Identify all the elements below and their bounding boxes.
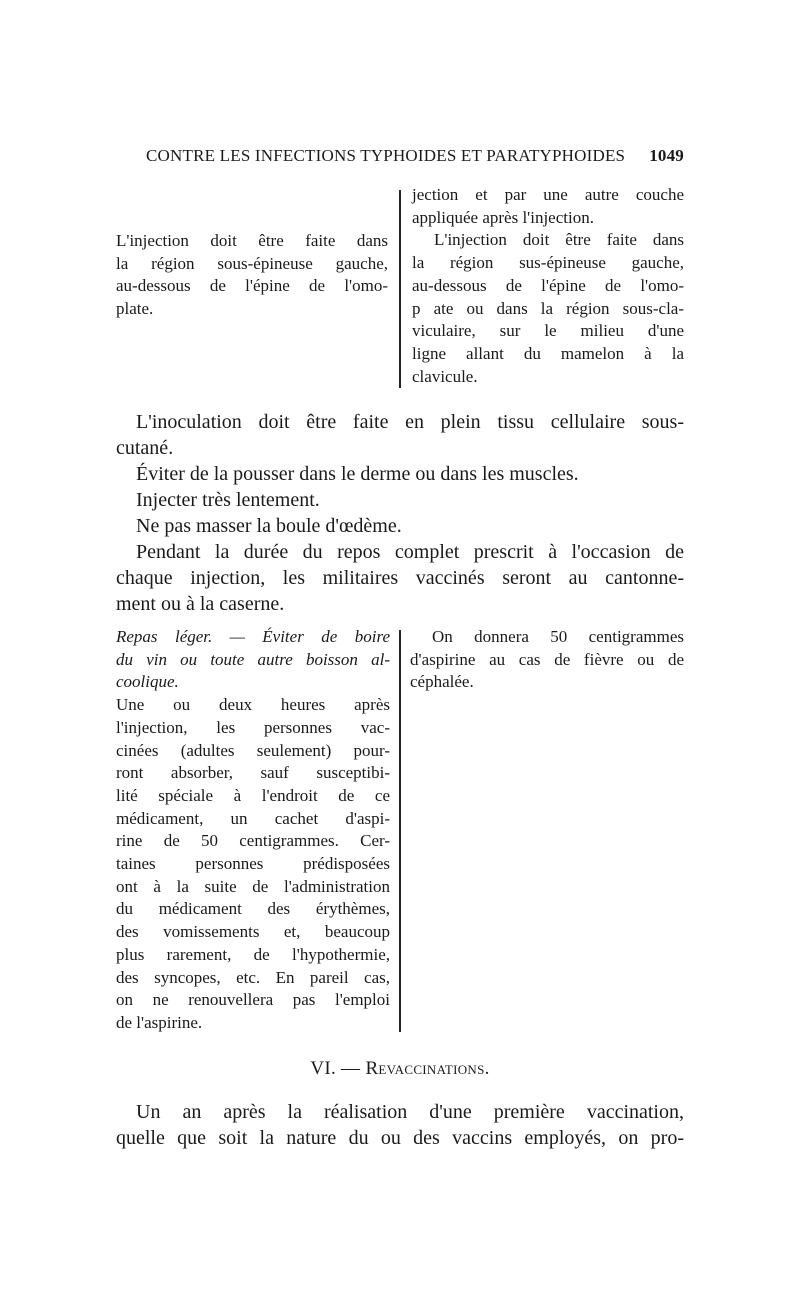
section-number: VI. — bbox=[310, 1058, 361, 1079]
section-title: Revaccinations. bbox=[365, 1058, 490, 1079]
text-line: plus rarement, de l'hypothermie, bbox=[116, 944, 390, 964]
text-line: cinées (adultes seulement) pour- bbox=[116, 740, 390, 760]
text-line: coolique. bbox=[116, 672, 179, 692]
text-line: au-dessous de l'épine de l'omo- bbox=[116, 276, 388, 296]
text-line: on ne renouvellera pas l'emploi bbox=[116, 990, 390, 1010]
column-divider-bottom bbox=[399, 630, 401, 1032]
bottom-left-column bbox=[116, 626, 390, 1035]
bottom-right-column bbox=[410, 626, 684, 694]
text-line: ment ou à la caserne. bbox=[116, 593, 285, 615]
text-line: l'injection, les personnes vac- bbox=[116, 717, 390, 737]
text-line: de l'aspirine. bbox=[116, 1012, 203, 1032]
text-line: Une ou deux heures après bbox=[116, 695, 390, 715]
text-line: taines personnes prédisposées bbox=[116, 854, 390, 874]
text-line: chaque injection, les militaires vaccinés seront au cantonne- bbox=[116, 567, 684, 589]
text-line: quelle que soit la nature du ou des vaccins employés, on pro- bbox=[116, 1127, 684, 1149]
text-line: L'inoculation doit être faite en plein tissu cellulaire sous- bbox=[136, 411, 684, 433]
text-line: Un an après la réalisation d'une première vaccination, bbox=[136, 1101, 684, 1123]
text-line: ront absorber, sauf susceptibi- bbox=[116, 763, 390, 783]
text-line: Injecter très lentement. bbox=[136, 489, 320, 511]
text-line: Pendant la durée du repos complet prescrit à l'occasion de bbox=[136, 541, 684, 563]
text-line: plate. bbox=[116, 299, 154, 319]
text-line: clavicule. bbox=[412, 366, 478, 386]
text-line: On donnera 50 centigrammes bbox=[432, 627, 684, 646]
text-line: jection et par une autre couche bbox=[412, 185, 684, 204]
text-line: Ne pas masser la boule d'œdème. bbox=[136, 515, 402, 537]
text-line: des vomissements et, beaucoup bbox=[116, 922, 390, 942]
text-line: du médicament des érythèmes, bbox=[116, 899, 390, 919]
text-line: du vin ou toute autre boisson al- bbox=[116, 649, 390, 669]
text-line: médicament, un cachet d'aspi- bbox=[116, 808, 390, 828]
text-line: la région sus-épineuse gauche, bbox=[412, 253, 684, 273]
text-line: L'injection doit être faite dans bbox=[434, 230, 684, 250]
text-line: des syncopes, etc. En pareil cas, bbox=[116, 967, 390, 987]
text-line: L'injection doit être faite dans bbox=[116, 231, 388, 250]
text-line: lité spéciale à l'endroit de ce bbox=[116, 785, 390, 805]
text-line: p ate ou dans la région sous-cla- bbox=[412, 298, 684, 318]
final-paragraph bbox=[116, 1099, 684, 1151]
text-line: au-dessous de l'épine de l'omo- bbox=[412, 275, 684, 295]
text-line: ont à la suite de l'administration bbox=[116, 876, 390, 896]
text-line: viculaire, sur le milieu d'une bbox=[412, 321, 684, 341]
column-divider-top bbox=[399, 190, 401, 388]
top-left-column bbox=[116, 230, 388, 321]
section-heading bbox=[116, 1058, 684, 1080]
running-head-title: CONTRE LES INFECTIONS TYPHOIDES ET PARATYPHOIDES bbox=[146, 146, 626, 165]
top-right-column bbox=[412, 184, 684, 388]
page-number: 1049 bbox=[649, 146, 684, 165]
text-line: d'aspirine au cas de fièvre ou de bbox=[410, 649, 684, 669]
text-line: Éviter de la pousser dans le derme ou dans les muscles. bbox=[136, 463, 579, 485]
text-line: rine de 50 centigrammes. Cer- bbox=[116, 831, 390, 851]
text-line: ligne allant du mamelon à la bbox=[412, 343, 684, 363]
text-line: céphalée. bbox=[410, 672, 474, 692]
text-line: cutané. bbox=[116, 437, 174, 459]
text-line: la région sous-épineuse gauche, bbox=[116, 253, 388, 273]
text-line: Repas léger. — Éviter de boire bbox=[116, 627, 390, 646]
text-line: appliquée après l'injection. bbox=[412, 207, 594, 227]
instructions-block bbox=[116, 409, 684, 617]
